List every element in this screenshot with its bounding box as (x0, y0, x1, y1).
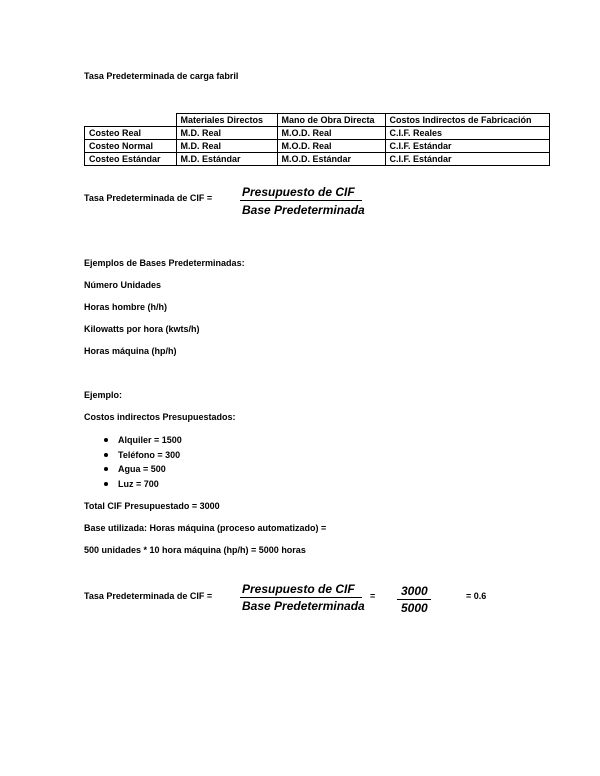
table-cell: M.O.D. Real (277, 140, 385, 153)
table-cell: Costeo Estándar (85, 153, 177, 166)
formula2-denominator: Base Predeterminada (242, 599, 365, 613)
list-item: Teléfono = 300 (100, 448, 182, 463)
table-header-cell (85, 114, 177, 127)
formula1-denominator: Base Predeterminada (242, 203, 365, 217)
table-header-row (85, 114, 550, 127)
table-row (85, 153, 550, 166)
list-item: Alquiler = 1500 (100, 433, 182, 448)
table-row (85, 127, 550, 140)
fraction-line (397, 599, 431, 600)
table-header-cell: Materiales Directos (176, 114, 277, 127)
bases-item: Kilowatts por hora (kwts/h) (84, 324, 200, 334)
bases-item: Horas hombre (h/h) (84, 302, 168, 312)
equals-sign: = (370, 591, 376, 601)
base-text: Base utilizada: Horas máquina (proceso automatizado) = (84, 523, 327, 533)
result-value: = 0.6 (466, 591, 487, 601)
value-denominator: 5000 (401, 601, 428, 615)
table-cell: M.D. Real (176, 140, 277, 153)
example-heading: Ejemplo: (84, 390, 123, 400)
fraction-line (240, 597, 362, 598)
table-cell: C.I.F. Estándar (385, 153, 549, 166)
table-row (85, 140, 550, 153)
table-header-cell: Costos Indirectos de Fabricación (385, 114, 549, 127)
table-cell: Costeo Real (85, 127, 177, 140)
list-item: Agua = 500 (100, 462, 182, 477)
total-text: Total CIF Presupuestado = 3000 (84, 501, 220, 511)
table-cell: C.I.F. Estándar (385, 140, 549, 153)
cost-list (100, 433, 182, 491)
formula2-label: Tasa Predeterminada de CIF = (84, 591, 213, 601)
bases-item: Número Unidades (84, 280, 162, 290)
table-cell: M.O.D. Real (277, 127, 385, 140)
costing-table (84, 113, 550, 166)
fraction-line (240, 200, 362, 201)
table-cell: M.O.D. Estándar (277, 153, 385, 166)
formula1-label: Tasa Predeterminada de CIF = (84, 193, 213, 203)
value-numerator: 3000 (401, 584, 428, 598)
table-cell: C.I.F. Reales (385, 127, 549, 140)
table-header-cell: Mano de Obra Directa (277, 114, 385, 127)
formula2-numerator: Presupuesto de CIF (242, 582, 355, 596)
bases-heading: Ejemplos de Bases Predeterminadas: (84, 258, 245, 268)
list-item: Luz = 700 (100, 477, 182, 492)
page-title: Tasa Predeterminada de carga fabril (84, 71, 239, 81)
table-cell: M.D. Estándar (176, 153, 277, 166)
bases-item: Horas máquina (hp/h) (84, 346, 177, 356)
example-subheading: Costos indirectos Presupuestados: (84, 412, 236, 422)
table-cell: M.D. Real (176, 127, 277, 140)
calc-text: 500 unidades * 10 hora máquina (hp/h) = 5000 horas (84, 545, 306, 555)
formula1-numerator: Presupuesto de CIF (242, 185, 355, 199)
table-cell: Costeo Normal (85, 140, 177, 153)
